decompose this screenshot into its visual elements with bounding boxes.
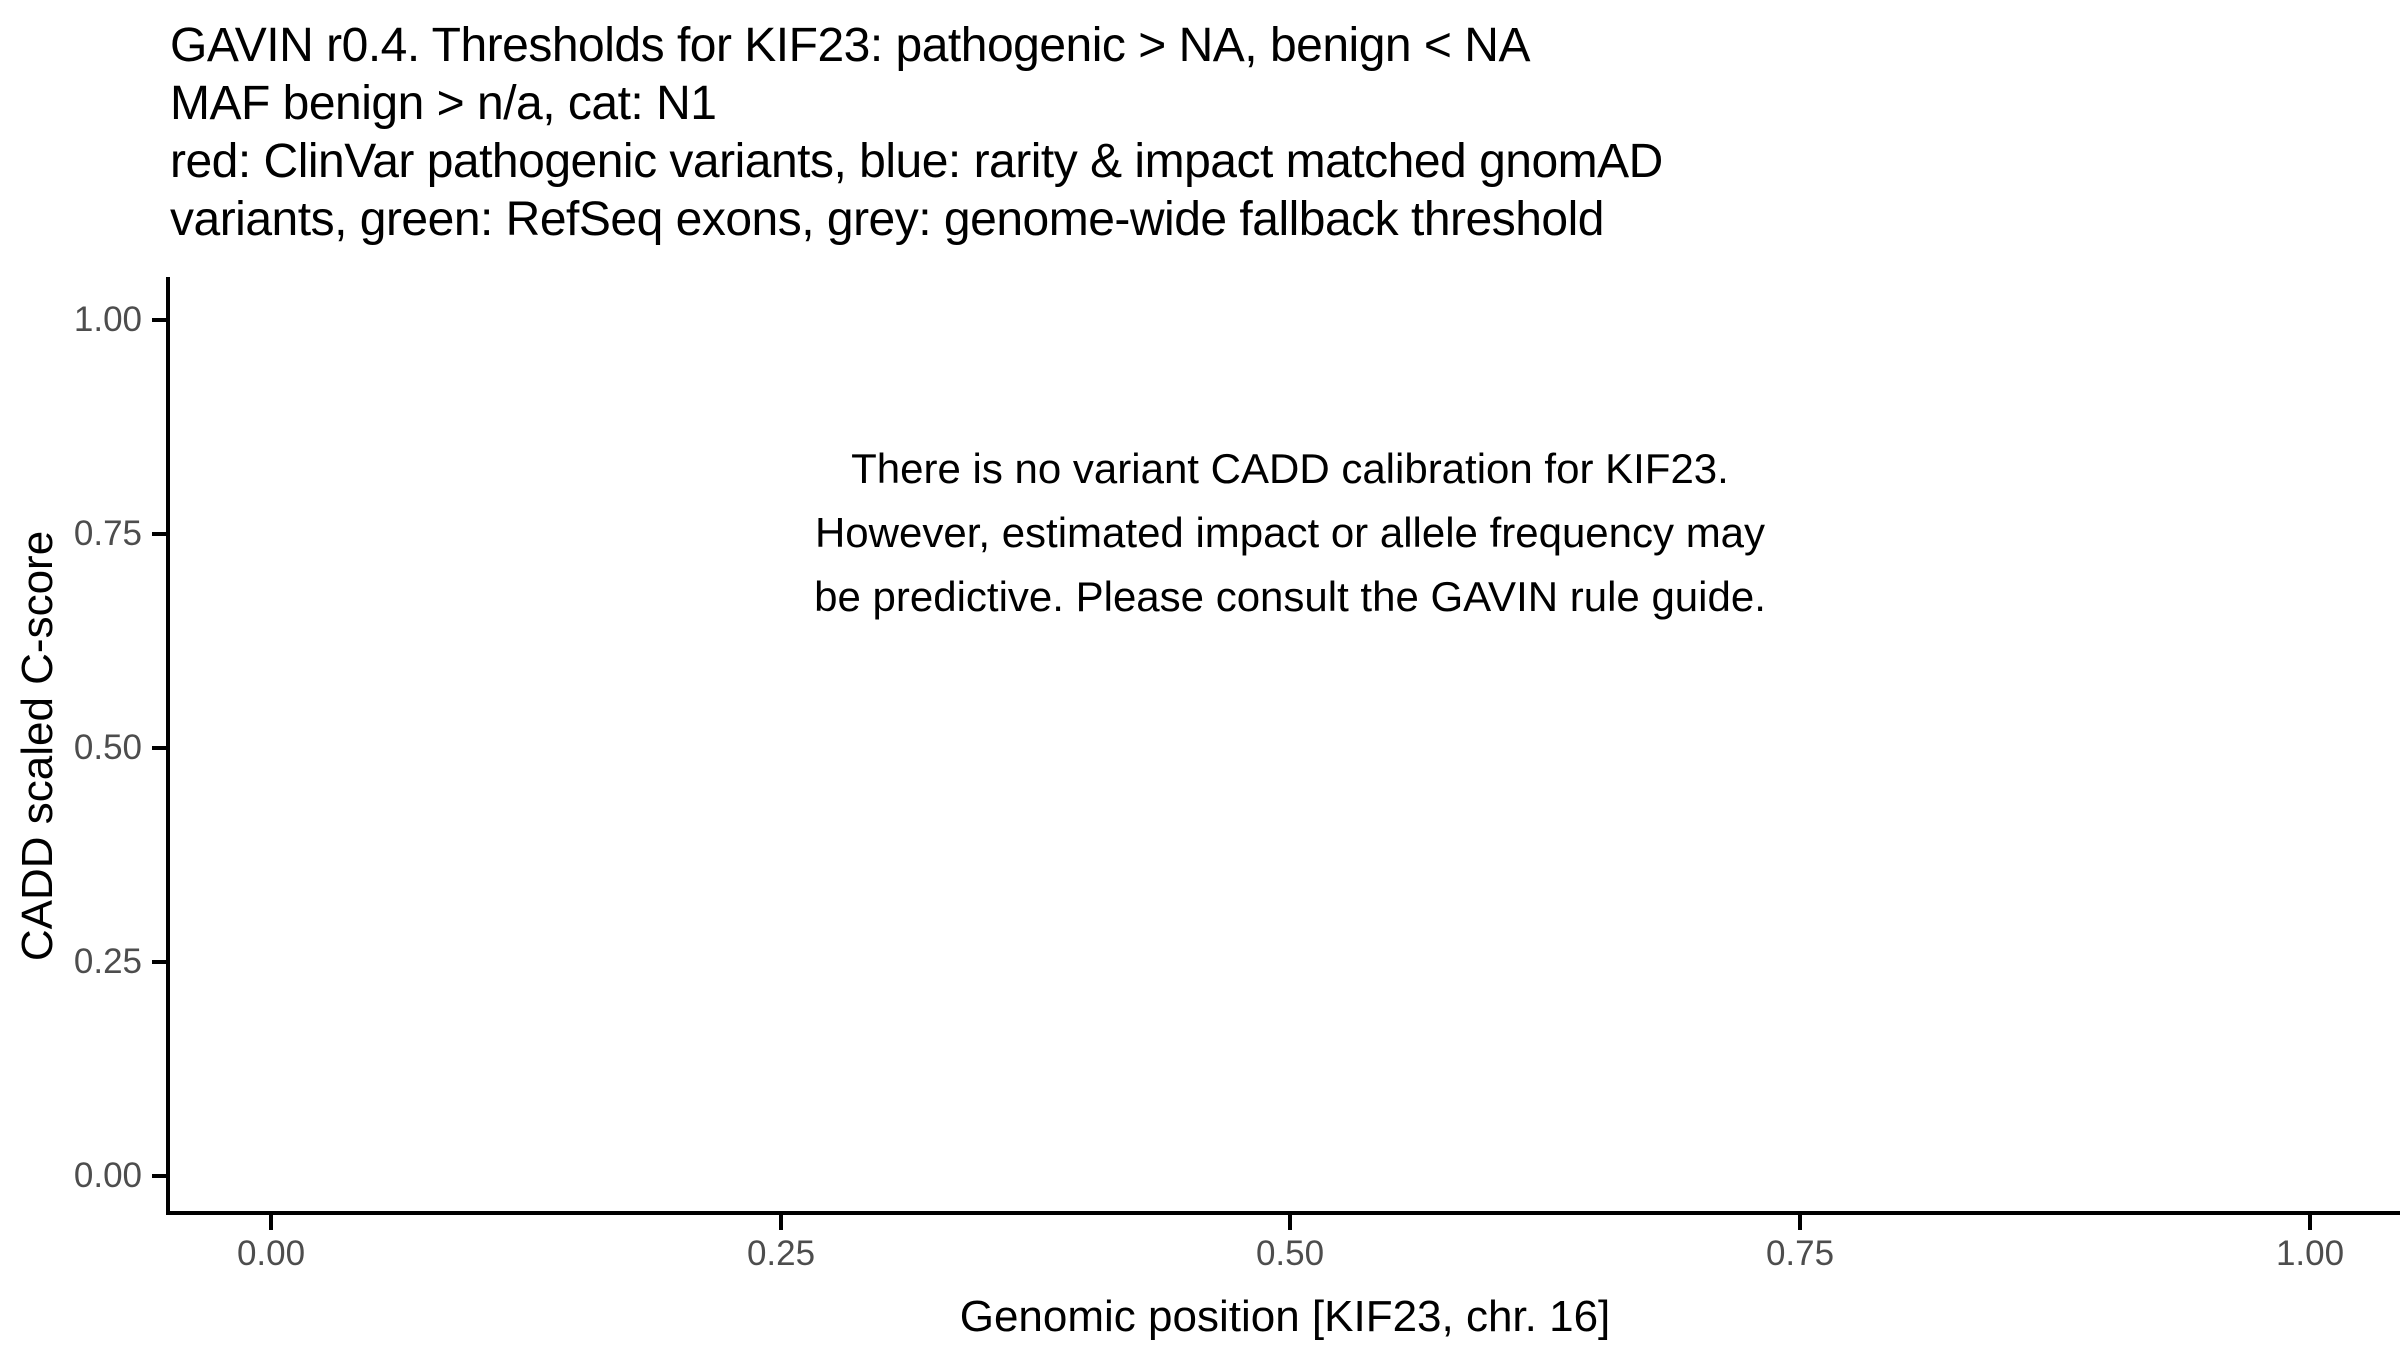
x-tick-mark-0.25 (779, 1215, 783, 1230)
y-tick-mark-0.75 (152, 532, 166, 536)
x-tick-label-0.75: 0.75 (1765, 1234, 1835, 1273)
y-tick-label-0.75: 0.75 (73, 514, 142, 553)
x-tick-mark-0.00 (269, 1215, 273, 1230)
y-tick-label-0.00: 0.00 (73, 1156, 142, 1195)
no-calibration-message (690, 437, 1890, 629)
no-calibration-message-line-1: There is no variant CADD calibration for KIF23. (851, 445, 1729, 492)
x-tick-mark-0.50 (1288, 1215, 1292, 1230)
chart-title-line-3: red: ClinVar pathogenic variants, blue: rarity & impact matched gnomAD (170, 135, 1663, 188)
x-tick-mark-0.75 (1798, 1215, 1802, 1230)
no-calibration-message-line-3: be predictive. Please consult the GAVIN rule guide. (814, 573, 1766, 620)
x-tick-label-1.00: 1.00 (2275, 1234, 2345, 1273)
no-calibration-message-line-2: However, estimated impact or allele frequency may (814, 509, 1766, 556)
y-tick-mark-0.25 (152, 960, 166, 964)
x-tick-label-0.25: 0.25 (746, 1234, 816, 1273)
y-axis-title: CADD scaled C-score (13, 530, 62, 962)
y-tick-mark-0.50 (152, 746, 166, 750)
x-tick-label-0.50: 0.50 (1255, 1234, 1325, 1273)
y-axis-line (166, 277, 170, 1215)
chart-title-line-1: GAVIN r0.4. Thresholds for KIF23: pathogenic > NA, benign < NA (170, 19, 1530, 72)
y-tick-label-0.25: 0.25 (73, 942, 142, 981)
x-axis-line (166, 1211, 2400, 1215)
plot-panel (170, 277, 2400, 1211)
x-axis-title: Genomic position [KIF23, chr. 16] (959, 1292, 1611, 1341)
x-tick-label-0.00: 0.00 (236, 1234, 306, 1273)
y-tick-label-0.50: 0.50 (73, 728, 142, 767)
chart-title-line-2: MAF benign > n/a, cat: N1 (170, 77, 717, 130)
y-tick-mark-0.00 (152, 1174, 166, 1178)
y-tick-label-1.00: 1.00 (73, 300, 142, 339)
y-tick-mark-1.00 (152, 318, 166, 322)
chart-title (170, 17, 1663, 249)
x-tick-mark-1.00 (2308, 1215, 2312, 1230)
chart-title-line-4: variants, green: RefSeq exons, grey: genome-wide fallback threshold (170, 193, 1604, 246)
